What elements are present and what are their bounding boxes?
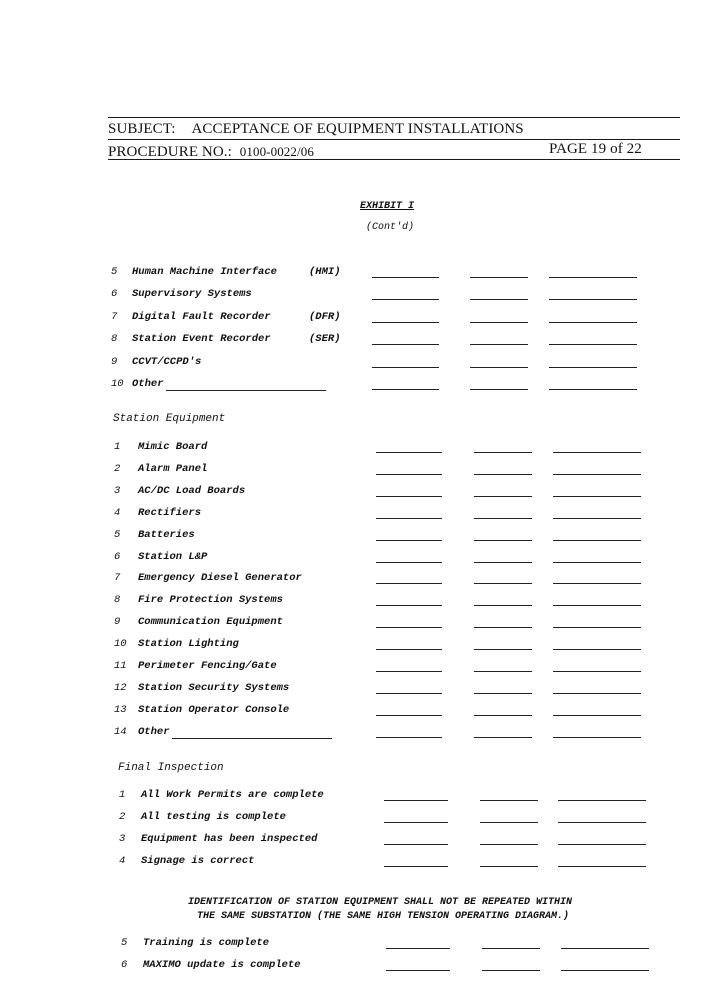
item-number: 4	[114, 506, 121, 519]
signoff-blank-1[interactable]	[376, 496, 442, 497]
page-number: PAGE 19 of 22	[549, 141, 642, 157]
header-top-rule	[108, 117, 680, 118]
signoff-blank-2[interactable]	[474, 627, 532, 628]
item-label: Supervisory Systems	[132, 288, 252, 301]
item-label: Communication Equipment	[138, 616, 283, 629]
signoff-blank-3[interactable]	[553, 518, 641, 519]
item-number: 3	[114, 484, 121, 497]
item-label: AC/DC Load Boards	[138, 484, 246, 497]
signoff-blank-2[interactable]	[474, 518, 532, 519]
signoff-blank-1[interactable]	[376, 518, 442, 519]
item-number: 6	[111, 288, 118, 301]
signoff-blank-2[interactable]	[480, 866, 538, 867]
item-label: All Work Permits are complete	[141, 789, 324, 801]
item-label: Alarm Panel	[138, 462, 208, 475]
list-item	[114, 551, 674, 567]
header-middle-rule	[108, 139, 680, 140]
list-item	[114, 572, 674, 588]
other-write-in-line[interactable]	[166, 390, 326, 391]
item-abbreviation: (HMI)	[309, 266, 341, 278]
subject-label: SUBJECT:	[108, 121, 176, 137]
list-item	[121, 937, 681, 953]
signoff-blank-3[interactable]	[553, 562, 641, 563]
signoff-blank-1[interactable]	[384, 866, 448, 867]
list-item	[114, 485, 674, 501]
procedure-label: PROCEDURE NO.:	[108, 144, 232, 160]
list-item	[114, 660, 674, 676]
signoff-blank-3[interactable]	[553, 540, 641, 541]
list-item	[114, 638, 674, 654]
list-item	[114, 507, 674, 523]
signoff-blank-2[interactable]	[474, 540, 532, 541]
signoff-blank-3[interactable]	[553, 627, 641, 628]
list-item	[114, 726, 674, 742]
signoff-blank-1[interactable]	[376, 649, 442, 650]
item-label: Training is complete	[143, 937, 270, 949]
item-number: 11	[114, 660, 127, 672]
signoff-blank-3[interactable]	[553, 474, 641, 475]
item-number: 12	[114, 681, 127, 694]
item-abbreviation: (SER)	[309, 333, 341, 346]
list-item	[114, 616, 674, 632]
signoff-blank-2[interactable]	[470, 344, 528, 345]
other-write-in-line[interactable]	[172, 738, 332, 739]
item-number: 10	[111, 378, 124, 390]
item-number: 6	[114, 550, 121, 563]
item-number: 14	[114, 725, 127, 738]
signoff-blank-2[interactable]	[480, 822, 538, 823]
signoff-blank-2[interactable]	[470, 389, 528, 390]
signoff-blank-3[interactable]	[558, 822, 646, 823]
signoff-blank-3[interactable]	[553, 605, 641, 606]
item-number: 7	[114, 572, 121, 585]
list-item	[111, 266, 671, 282]
signoff-blank-3[interactable]	[549, 322, 637, 323]
signoff-blank-1[interactable]	[376, 605, 442, 606]
signoff-blank-1[interactable]	[384, 800, 448, 801]
item-label: Station L&P	[138, 550, 208, 563]
item-number: 9	[114, 616, 121, 629]
list-item	[114, 704, 674, 720]
signoff-blank-1[interactable]	[372, 389, 439, 390]
header-bottom-rule	[108, 159, 680, 160]
signoff-blank-3[interactable]	[558, 800, 646, 801]
signoff-blank-2[interactable]	[474, 562, 532, 563]
signoff-blank-3[interactable]	[549, 389, 637, 390]
item-number: 4	[119, 855, 126, 867]
item-number: 10	[114, 638, 127, 651]
signoff-blank-3[interactable]	[558, 844, 646, 845]
signoff-blank-1[interactable]	[372, 277, 439, 278]
list-item	[119, 855, 679, 871]
final-inspection-title: Final Inspection	[118, 762, 224, 774]
item-number: 2	[119, 811, 126, 823]
signoff-blank-3[interactable]	[553, 496, 641, 497]
signoff-blank-1[interactable]	[376, 474, 442, 475]
item-number: 3	[119, 833, 126, 845]
item-label: Rectifiers	[138, 506, 202, 519]
signoff-blank-3[interactable]	[558, 866, 646, 867]
exhibit-subtitle: (Cont'd)	[366, 222, 415, 233]
item-label: Station Operator Console	[138, 703, 290, 716]
signoff-blank-2[interactable]	[474, 671, 532, 672]
signoff-blank-2[interactable]	[474, 715, 532, 716]
signoff-blank-2[interactable]	[482, 970, 540, 971]
signoff-blank-1[interactable]	[386, 948, 450, 949]
item-number: 1	[114, 441, 121, 453]
signoff-blank-3[interactable]	[561, 970, 649, 971]
subject-line	[108, 121, 524, 138]
signoff-blank-2[interactable]	[474, 605, 532, 606]
signoff-blank-2[interactable]	[474, 649, 532, 650]
signoff-blank-3[interactable]	[553, 737, 641, 738]
item-number: 6	[121, 959, 128, 971]
item-label: Digital Fault Recorder	[132, 310, 271, 323]
list-item	[114, 594, 674, 610]
signoff-blank-2[interactable]	[474, 452, 532, 453]
signoff-blank-2[interactable]	[470, 322, 528, 323]
signoff-blank-1[interactable]	[376, 627, 442, 628]
item-label: CCVT/CCPD's	[132, 355, 202, 368]
item-label: Batteries	[138, 528, 195, 541]
signoff-blank-2[interactable]	[474, 693, 532, 694]
signoff-blank-1[interactable]	[376, 452, 442, 453]
item-number: 9	[111, 355, 118, 368]
signoff-blank-2[interactable]	[480, 844, 538, 845]
signoff-blank-2[interactable]	[480, 800, 538, 801]
signoff-blank-1[interactable]	[372, 299, 439, 300]
signoff-blank-2[interactable]	[474, 474, 532, 475]
signoff-blank-3[interactable]	[553, 583, 641, 584]
list-item	[114, 441, 674, 457]
signoff-blank-3[interactable]	[561, 948, 649, 949]
signoff-blank-2[interactable]	[474, 737, 532, 738]
signoff-blank-3[interactable]	[549, 277, 637, 278]
signoff-blank-2[interactable]	[474, 583, 532, 584]
item-label: Emergency Diesel Generator	[138, 572, 302, 585]
item-number: 5	[121, 937, 128, 949]
item-label: Other	[138, 725, 170, 738]
list-item	[119, 811, 679, 827]
signoff-blank-3[interactable]	[553, 452, 641, 453]
item-label: Station Lighting	[138, 638, 239, 651]
signoff-blank-1[interactable]	[376, 540, 442, 541]
signoff-blank-1[interactable]	[386, 970, 450, 971]
signoff-blank-3[interactable]	[549, 344, 637, 345]
signoff-blank-3[interactable]	[553, 715, 641, 716]
signoff-blank-1[interactable]	[376, 715, 442, 716]
item-number: 1	[119, 789, 126, 801]
item-label: Fire Protection Systems	[138, 594, 283, 607]
signoff-blank-3[interactable]	[553, 693, 641, 694]
item-abbreviation: (DFR)	[309, 310, 341, 323]
signoff-blank-1[interactable]	[376, 562, 442, 563]
list-item	[114, 463, 674, 479]
item-label: All testing is complete	[141, 811, 286, 823]
item-label: Signage is correct	[141, 855, 255, 867]
item-label: Equipment has been inspected	[141, 833, 318, 845]
signoff-blank-1[interactable]	[376, 737, 442, 738]
procedure-value: 0100-0022/06	[239, 144, 314, 159]
item-number: 13	[114, 703, 127, 716]
item-label: Station Event Recorder	[132, 333, 271, 346]
signoff-blank-1[interactable]	[372, 344, 439, 345]
list-item	[114, 682, 674, 698]
list-item	[111, 311, 671, 327]
item-label: Station Security Systems	[138, 681, 290, 694]
item-label: Perimeter Fencing/Gate	[138, 660, 277, 672]
signoff-blank-3[interactable]	[549, 367, 637, 368]
list-item	[119, 789, 679, 805]
item-number: 2	[114, 462, 121, 475]
signoff-blank-3[interactable]	[553, 671, 641, 672]
exhibit-title: EXHIBIT I	[360, 201, 415, 212]
list-item	[111, 378, 671, 394]
list-item	[121, 959, 681, 975]
list-item	[114, 529, 674, 545]
signoff-blank-1[interactable]	[372, 322, 439, 323]
signoff-blank-1[interactable]	[384, 822, 448, 823]
item-label: Other	[132, 378, 164, 390]
list-item	[111, 333, 671, 349]
item-label: Mimic Board	[138, 441, 208, 453]
item-number: 5	[111, 266, 118, 278]
note-line-1: IDENTIFICATION OF STATION EQUIPMENT SHALL NOT BE REPEATED WITHIN	[188, 897, 573, 908]
item-number: 8	[114, 594, 121, 607]
signoff-blank-1[interactable]	[376, 693, 442, 694]
item-number: 5	[114, 528, 121, 541]
signoff-blank-2[interactable]	[470, 367, 528, 368]
subject-value: ACCEPTANCE OF EQUIPMENT INSTALLATIONS	[191, 121, 524, 137]
signoff-blank-1[interactable]	[376, 583, 442, 584]
signoff-blank-3[interactable]	[549, 299, 637, 300]
list-item	[111, 356, 671, 372]
signoff-blank-3[interactable]	[553, 649, 641, 650]
list-item	[111, 288, 671, 304]
signoff-blank-2[interactable]	[474, 496, 532, 497]
station-equipment-title: Station Equipment	[113, 413, 226, 425]
list-item	[119, 833, 679, 849]
item-number: 7	[111, 310, 118, 323]
note-line-2: THE SAME SUBSTATION (THE SAME HIGH TENSION OPERATING DIAGRAM.)	[197, 911, 570, 922]
signoff-blank-2[interactable]	[482, 948, 540, 949]
item-label: MAXIMO update is complete	[143, 959, 301, 971]
signoff-blank-1[interactable]	[384, 844, 448, 845]
signoff-blank-1[interactable]	[372, 367, 439, 368]
signoff-blank-2[interactable]	[470, 277, 528, 278]
item-label: Human Machine Interface	[132, 266, 277, 278]
item-number: 8	[111, 333, 118, 346]
signoff-blank-1[interactable]	[376, 671, 442, 672]
signoff-blank-2[interactable]	[470, 299, 528, 300]
